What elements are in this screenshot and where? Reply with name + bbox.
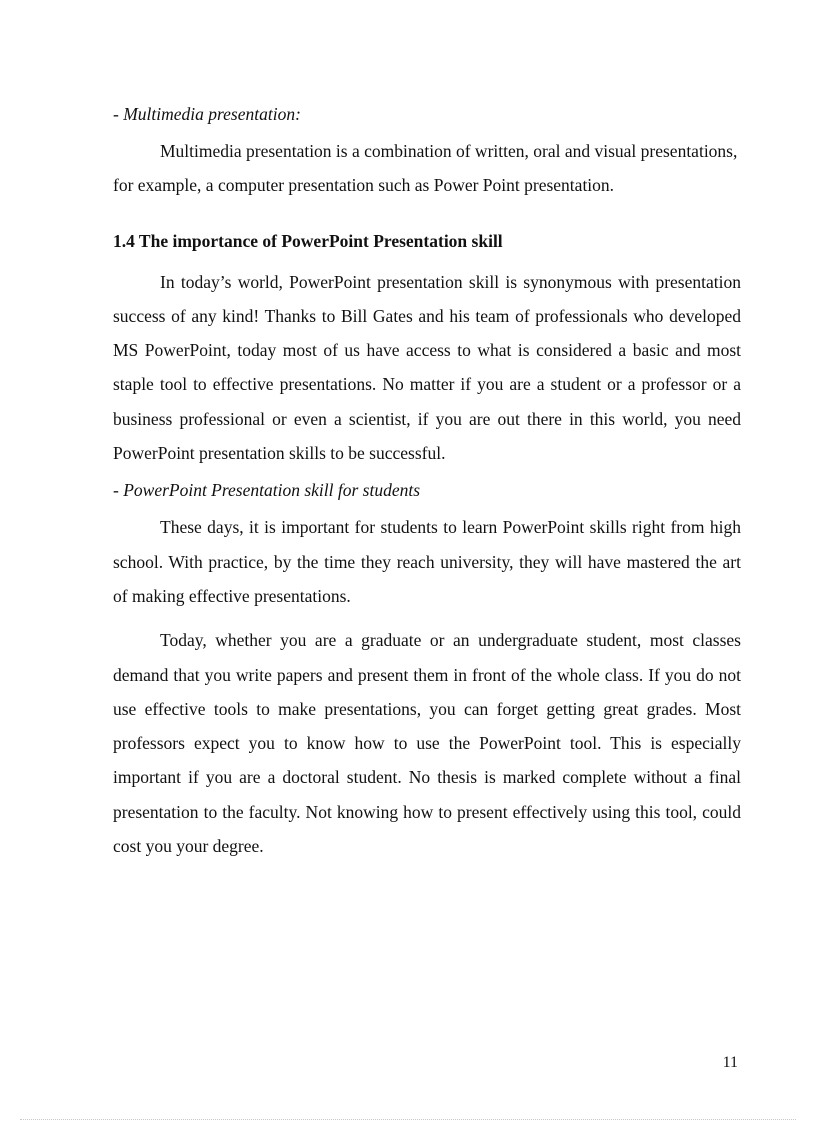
students-paragraph-2: Today, whether you are a graduate or an undergraduate student, most classes demand that you write papers and present them in front of the whole class. If you do not use effective tools to make presentations, you can forget getting great grades. Most professors expect you to know how to use the PowerPoint tool. This is especially important if you are a doctoral student. No thesis is marked complete without a final presentation to the faculty. Not knowing how to present effectively using this tool, could cost you your degree. (113, 630, 741, 857)
multimedia-subheading: - Multimedia presentation: (113, 104, 301, 124)
page-content (113, 100, 741, 863)
section-heading-importance: 1.4 The importance of PowerPoint Presentation skill (113, 230, 503, 251)
page-bottom-divider (20, 1119, 796, 1120)
students-paragraph-1: These days, it is important for students to learn PowerPoint skills right from high school. With practice, by the time they reach university, they will have mastered the art of making effective presentations. (113, 517, 741, 606)
multimedia-paragraph: Multimedia presentation is a combination of written, oral and visual presentations, for example, a computer presentation such as Power Point presentation. (113, 141, 738, 196)
importance-paragraph: In today’s world, PowerPoint presentation skill is synonymous with presentation success of any kind! Thanks to Bill Gates and his team of professionals who developed MS PowerPoint, today most of us have access to what is considered a basic and most staple tool to effective presentations. No matter if you are a student or a professor or a business professional or even a scientist, if you are out there in this world, you need PowerPoint presentation skills to be successful. (113, 271, 741, 464)
students-subheading: - PowerPoint Presentation skill for students (113, 480, 421, 501)
page-number: 11 (722, 1054, 738, 1071)
